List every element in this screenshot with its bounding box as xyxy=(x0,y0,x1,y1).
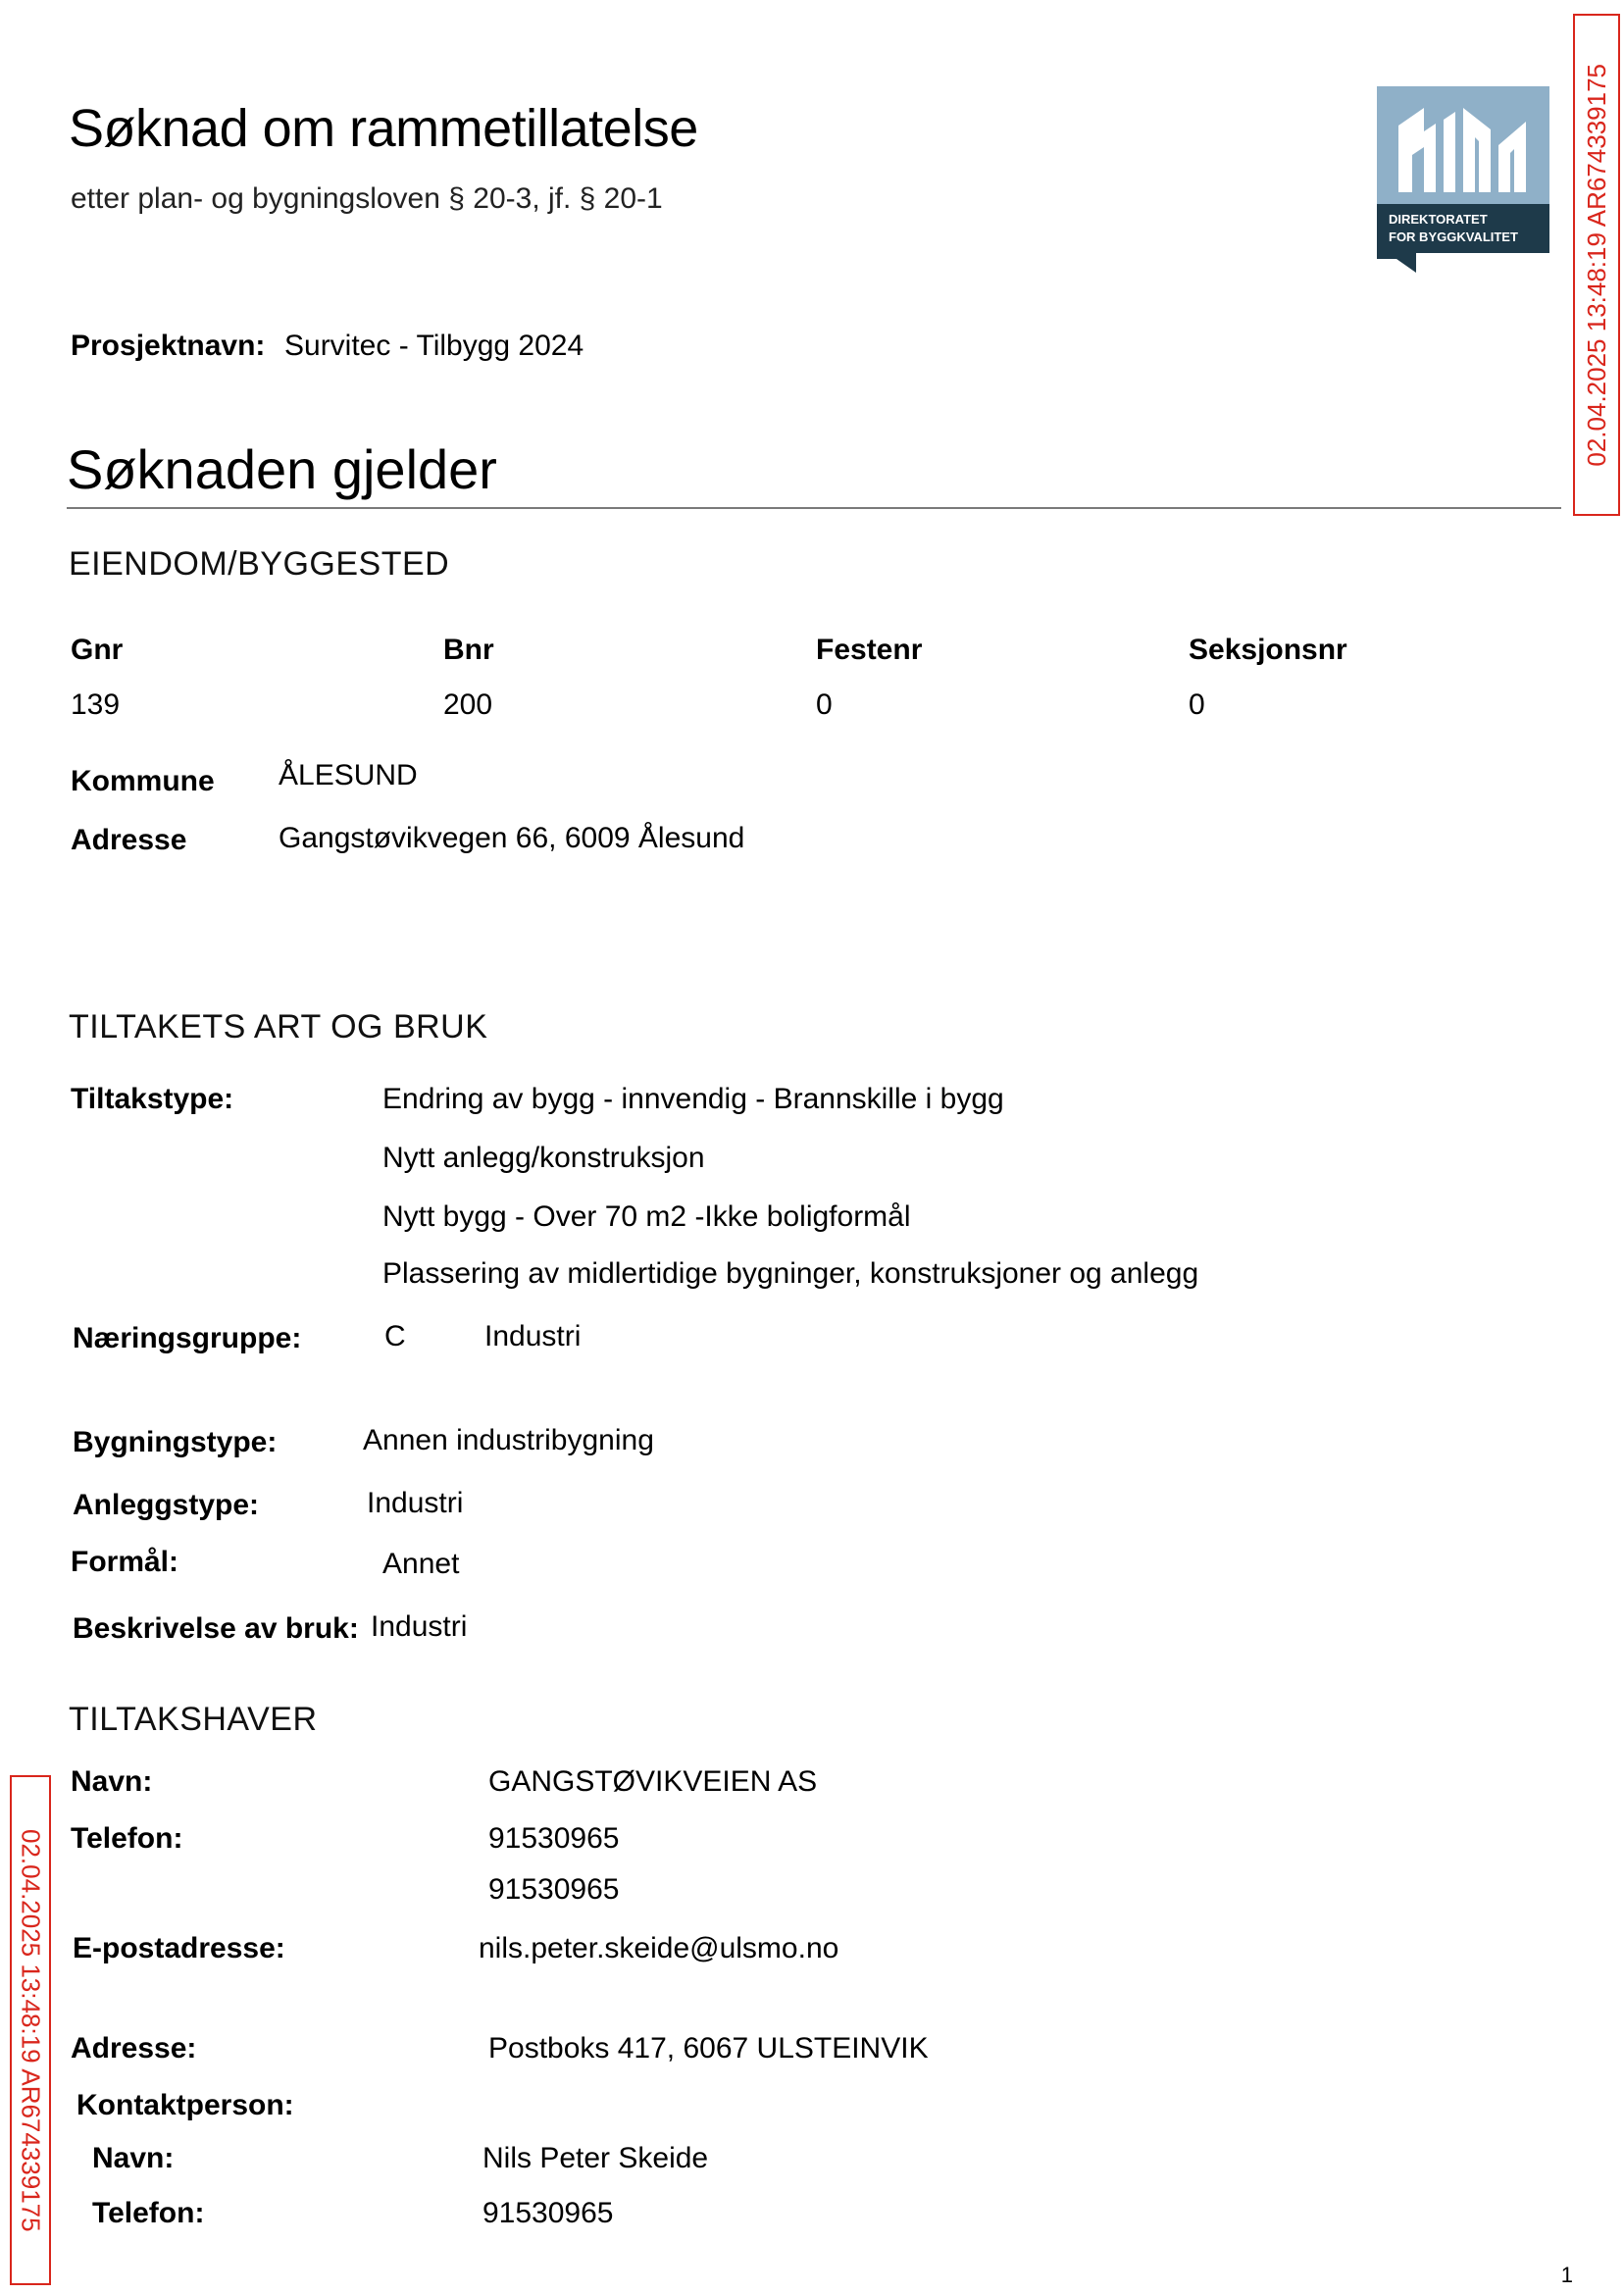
dibk-logo xyxy=(1377,86,1549,273)
kontakt-navn-value: Nils Peter Skeide xyxy=(482,2142,709,2174)
tiltakstype-item: Nytt anlegg/konstruksjon xyxy=(382,1142,705,1174)
tiltakstype-label: Tiltakstype: xyxy=(71,1083,234,1115)
beskrivelse-label: Beskrivelse av bruk: xyxy=(73,1612,359,1645)
tiltakstype-item: Plassering av midlertidige bygninger, konstruksjoner og anlegg xyxy=(382,1257,1199,1290)
tiltakshaver-heading: TILTAKSHAVER xyxy=(69,1701,318,1738)
tiltakshaver-navn-label: Navn: xyxy=(71,1765,153,1798)
kontaktperson-label: Kontaktperson: xyxy=(76,2089,294,2121)
bnr-label: Bnr xyxy=(443,634,494,666)
anleggstype-value: Industri xyxy=(367,1487,464,1519)
epost-label: E-postadresse: xyxy=(73,1932,285,1964)
property-heading: EIENDOM/BYGGESTED xyxy=(69,545,450,583)
document-title: Søknad om rammetillatelse xyxy=(69,99,698,158)
formaal-label: Formål: xyxy=(71,1546,179,1578)
tiltakshaver-adresse-value: Postboks 417, 6067 ULSTEINVIK xyxy=(488,2032,929,2065)
bygningstype-value: Annen industribygning xyxy=(363,1424,654,1456)
project-name-value: Survitec - Tilbygg 2024 xyxy=(284,330,584,362)
formaal-value: Annet xyxy=(382,1548,460,1580)
kontakt-telefon-label: Telefon: xyxy=(92,2197,205,2229)
kommune-label: Kommune xyxy=(71,765,215,797)
tiltakshaver-telefon-label: Telefon: xyxy=(71,1822,183,1855)
gnr-label: Gnr xyxy=(71,634,124,666)
seksjonsnr-value: 0 xyxy=(1189,688,1205,721)
gnr-value: 139 xyxy=(71,688,121,721)
naeringsgruppe-code: C xyxy=(384,1320,406,1352)
adresse-value: Gangstøvikvegen 66, 6009 Ålesund xyxy=(279,822,745,854)
festenr-value: 0 xyxy=(816,688,833,721)
page-number: 1 xyxy=(1560,2263,1573,2287)
archive-stamp-top xyxy=(1573,14,1620,516)
project-name-label: Prosjektnavn: xyxy=(71,330,266,362)
adresse-label: Adresse xyxy=(71,824,187,856)
tiltakshaver-navn-value: GANGSTØVIKVEIEN AS xyxy=(488,1765,818,1798)
section-heading-applies: Søknaden gjelder xyxy=(67,438,497,500)
kommune-value: ÅLESUND xyxy=(279,759,418,791)
art-heading: TILTAKETS ART OG BRUK xyxy=(69,1008,488,1045)
tiltakstype-item: Nytt bygg - Over 70 m2 -Ikke boligformål xyxy=(382,1200,911,1233)
naeringsgruppe-value: Industri xyxy=(484,1320,582,1352)
beskrivelse-value: Industri xyxy=(371,1610,468,1643)
naeringsgruppe-label: Næringsgruppe: xyxy=(73,1322,302,1354)
bnr-value: 200 xyxy=(443,688,493,721)
bygningstype-label: Bygningstype: xyxy=(73,1426,278,1458)
seksjonsnr-label: Seksjonsnr xyxy=(1189,634,1347,666)
festenr-label: Festenr xyxy=(816,634,923,666)
section-divider xyxy=(67,507,1561,509)
tiltakshaver-adresse-label: Adresse: xyxy=(71,2032,197,2065)
logo-text-line2: FOR BYGGKVALITET xyxy=(1389,229,1518,244)
tiltakshaver-telefon-value-2: 91530965 xyxy=(488,1873,620,1906)
tiltakshaver-telefon-value: 91530965 xyxy=(488,1822,620,1855)
stamp-text: 02.04.2025 13:48:19 AR674339175 xyxy=(16,1828,46,2232)
kontakt-navn-label: Navn: xyxy=(92,2142,175,2174)
archive-stamp-side xyxy=(10,1775,51,2285)
stamp-text: 02.04.2025 13:48:19 AR674339175 xyxy=(1581,63,1611,467)
building-logo-icon xyxy=(1377,86,1549,273)
kontakt-telefon-value: 91530965 xyxy=(482,2197,614,2229)
tiltakstype-item: Endring av bygg - innvendig - Brannskille i bygg xyxy=(382,1083,1004,1115)
epost-value: nils.peter.skeide@ulsmo.no xyxy=(479,1932,839,1964)
anleggstype-label: Anleggstype: xyxy=(73,1489,260,1521)
document-subtitle: etter plan- og bygningsloven § 20-3, jf. § 20-1 xyxy=(71,182,663,215)
logo-text-line1: DIREKTORATET xyxy=(1389,212,1488,227)
